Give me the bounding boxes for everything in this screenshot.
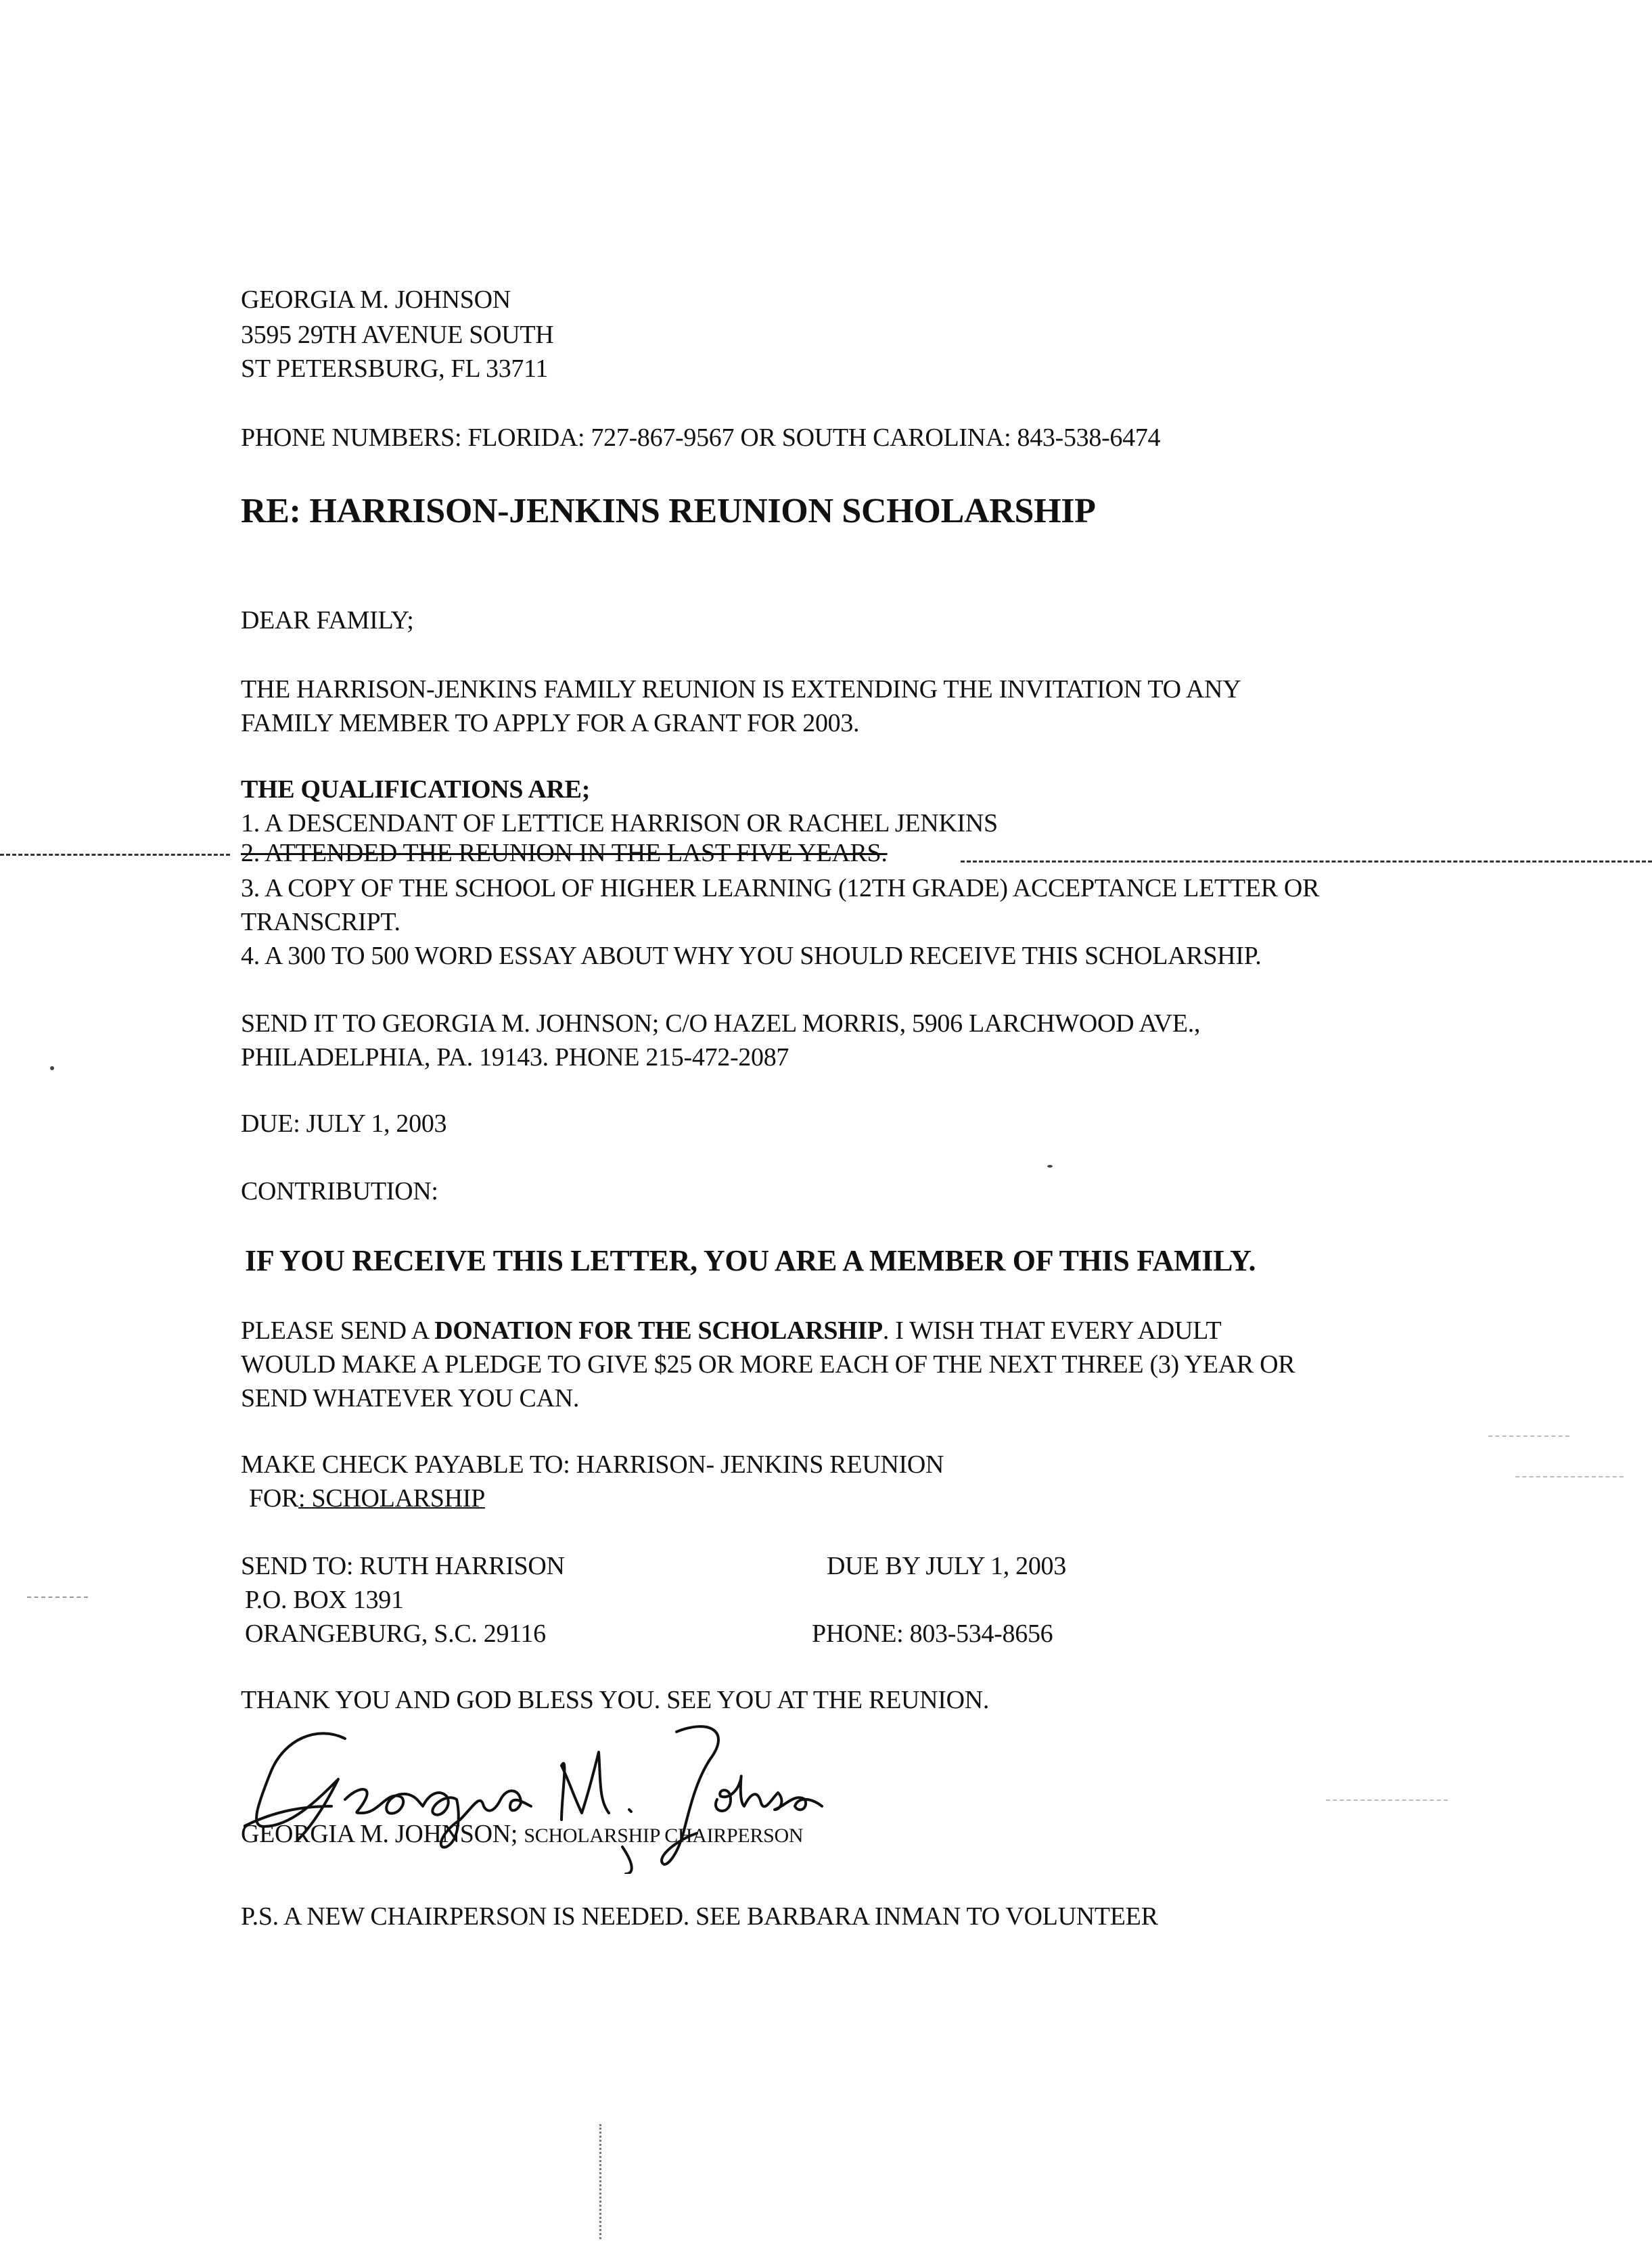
sender-name: GEORGIA M. JOHNSON [241,285,511,314]
sender-city: ST PETERSBURG, FL 33711 [241,354,549,383]
member-notice: IF YOU RECEIVE THIS LETTER, YOU ARE A MEMBER OF THIS FAMILY. [245,1244,1256,1277]
closing-line: THANK YOU AND GOD BLESS YOU. SEE YOU AT THE REUNION. [241,1686,990,1714]
scan-mark [1488,1436,1569,1437]
donation-line-1-before: PLEASE SEND A [241,1316,435,1345]
scan-speck [1047,1165,1053,1168]
scan-mark [1326,1799,1448,1801]
salutation: DEAR FAMILY; [241,606,414,635]
donation-line-1-after: . I WISH THAT EVERY ADULT [882,1316,1222,1345]
scan-dotted-line [599,2124,601,2239]
qualification-item-3-line-1: 3. A COPY OF THE SCHOOL OF HIGHER LEARNING (12TH GRADE) ACCEPTANCE LETTER OR [241,874,1320,902]
check-payable: MAKE CHECK PAYABLE TO: HARRISON- JENKINS REUNION [241,1450,944,1479]
send-to-due-by: DUE BY JULY 1, 2003 [827,1552,1066,1580]
signer-name: GEORGIA M. JOHNSON; [241,1820,518,1848]
ps-line: P.S. A NEW CHAIRPERSON IS NEEDED. SEE BARBARA INMAN TO VOLUNTEER [241,1902,1158,1931]
qualifications-heading: THE QUALIFICATIONS ARE; [241,775,591,804]
signer-title: SCHOLARSHIP CHAIRPERSON [524,1824,804,1847]
signer-line [241,1818,803,1852]
intro-line-1: THE HARRISON-JENKINS FAMILY REUNION IS EXTENDING THE INVITATION TO ANY [241,675,1241,704]
subject-heading: RE: HARRISON-JENKINS REUNION SCHOLARSHIP [241,492,1096,530]
sender-phones: PHONE NUMBERS: FLORIDA: 727-867-9567 OR SOUTH CAROLINA: 843-538-6474 [241,423,1161,452]
contribution-label: CONTRIBUTION: [241,1177,438,1206]
intro-line-2: FAMILY MEMBER TO APPLY FOR A GRANT FOR 2003. [241,709,860,737]
send-application-line-1: SEND IT TO GEORGIA M. JOHNSON; C/O HAZEL MORRIS, 5906 LARCHWOOD AVE., [241,1009,1201,1038]
send-application-line-2: PHILADELPHIA, PA. 19143. PHONE 215-472-2087 [241,1043,789,1072]
check-for-value: : SCHOLARSHIP [298,1484,485,1513]
donation-line-1-bold: DONATION FOR THE SCHOLARSHIP [434,1316,883,1345]
donation-line-3: SEND WHATEVER YOU CAN. [241,1384,580,1413]
send-to-box: P.O. BOX 1391 [245,1586,404,1614]
send-to-name: SEND TO: RUTH HARRISON [241,1552,565,1580]
qualification-item-2: 2. ATTENDED THE REUNION IN THE LAST FIVE YEARS. [241,839,888,867]
scan-mark [1515,1476,1624,1477]
qualification-item-4: 4. A 300 TO 500 WORD ESSAY ABOUT WHY YOU SHOULD RECEIVE THIS SCHOLARSHIP. [241,942,1262,970]
donation-line-2: WOULD MAKE A PLEDGE TO GIVE $25 OR MORE EACH OF THE NEXT THREE (3) YEAR OR [241,1350,1295,1379]
scan-speck [50,1066,54,1070]
check-for-label: FOR [249,1484,299,1513]
qualification-item-3-line-2: TRANSCRIPT. [241,908,400,936]
scan-mark [27,1597,88,1598]
qualification-item-1: 1. A DESCENDANT OF LETTICE HARRISON OR RACHEL JENKINS [241,809,998,837]
check-for [249,1483,485,1514]
sender-street: 3595 29TH AVENUE SOUTH [241,321,554,349]
send-to-city: ORANGEBURG, S.C. 29116 [245,1620,546,1648]
send-to-phone: PHONE: 803-534-8656 [812,1620,1053,1648]
due-date: DUE: JULY 1, 2003 [241,1109,447,1138]
donation-line-1 [241,1315,1221,1346]
strike-rule-left [0,854,230,856]
strike-rule-right [961,860,1652,863]
